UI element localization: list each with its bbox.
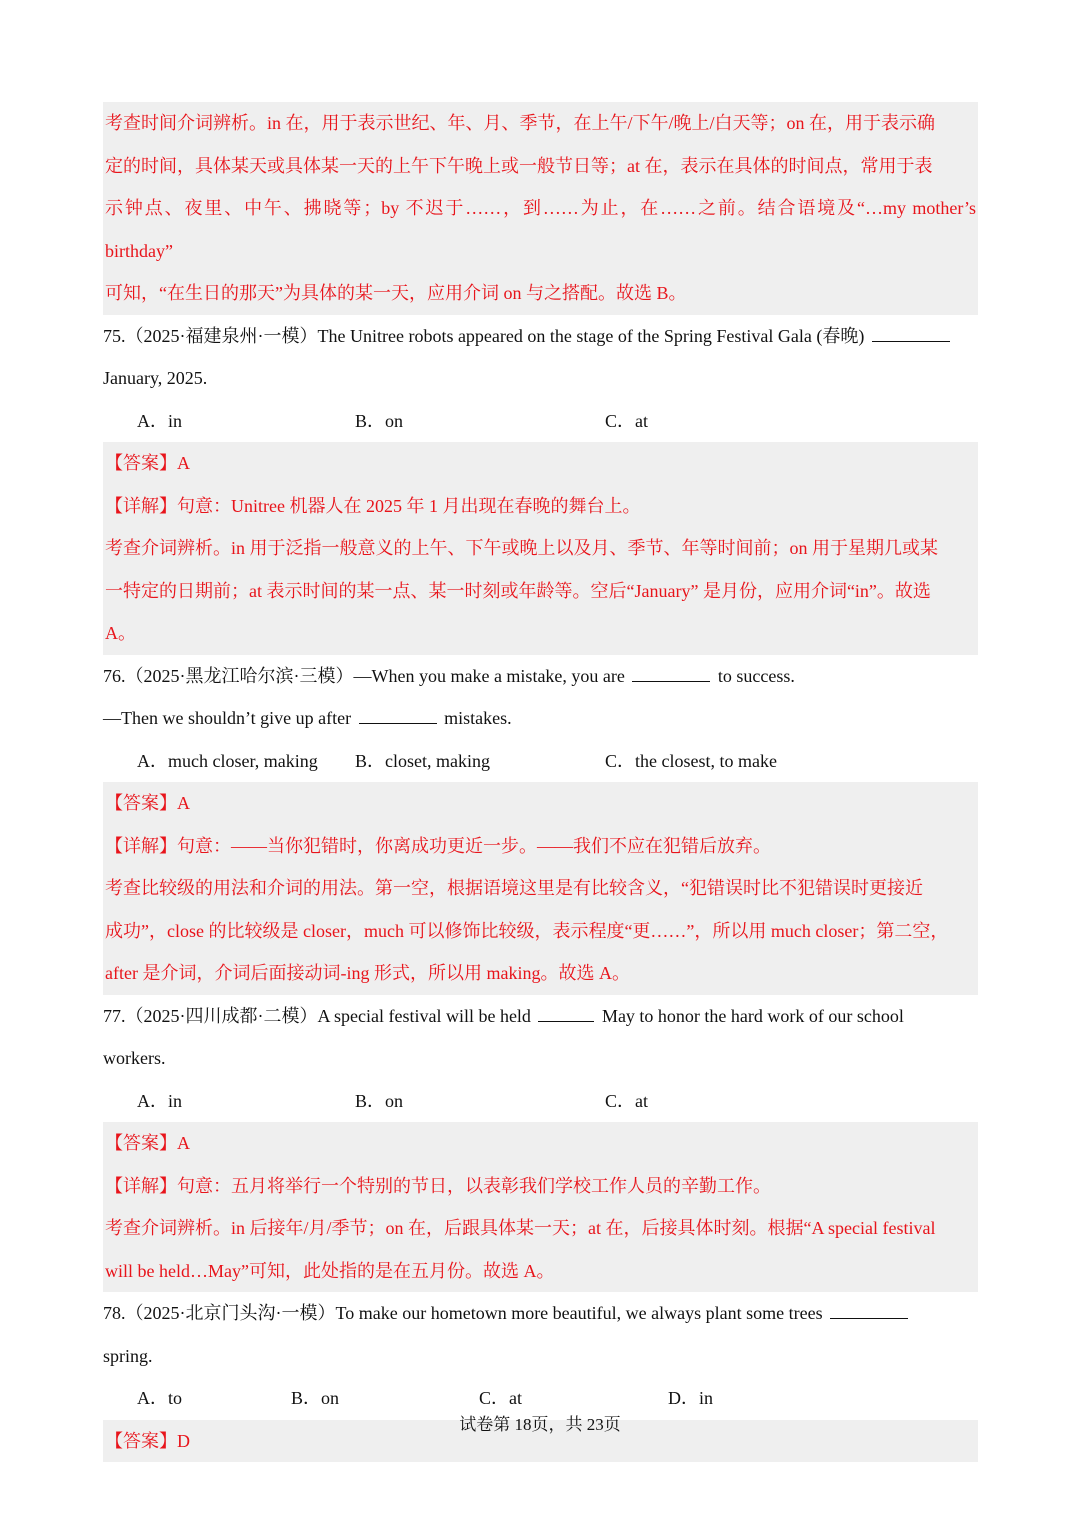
options-row	[103, 740, 978, 783]
analysis-line: 考查介词辨析。in 后接年/月/季节；on 在，后跟具体某一天；at 在，后接具体时刻。根据“A special festival	[105, 1218, 936, 1238]
option-d: D．in	[668, 1388, 713, 1408]
answer-block-76	[103, 782, 978, 995]
analysis-block-74	[103, 102, 978, 315]
option-b: B．closet, making	[355, 750, 490, 771]
stem-text: May to honor the hard work of our school	[597, 1005, 904, 1026]
stem-text: 76.（2025·黑龙江哈尔滨·三模）—When you make a mistake, you are	[103, 665, 630, 686]
answer-block-77	[103, 1122, 978, 1292]
detail-title: 【详解】句意：——当你犯错时，你离成功更近一步。——我们不应在犯错后放弃。	[105, 835, 771, 856]
analysis-line: after 是介词，介词后面接动词-ing 形式，所以用 making。故选 A。	[105, 963, 630, 983]
question-76	[103, 655, 978, 995]
analysis-line: A。	[105, 623, 136, 643]
answer-blank	[872, 323, 950, 342]
answer-label: 【答案】D	[105, 1430, 190, 1451]
option-b: B．on	[291, 1388, 340, 1408]
option-b: B．on	[355, 410, 404, 431]
answer-label: 【答案】A	[105, 1133, 190, 1153]
option-a: A．in	[137, 1090, 182, 1111]
question-stem-cont	[103, 697, 978, 740]
answer-blank	[632, 663, 710, 682]
analysis-line: 定的时间，具体某天或具体某一天的上午下午晚上或一般节日等；at 在，表示在具体的时间点，常用于表	[105, 155, 933, 176]
options-row	[103, 1080, 978, 1123]
stem-text: —Then we shouldn’t give up after	[103, 708, 356, 728]
option-a: A．in	[137, 410, 182, 431]
question-stem	[103, 655, 978, 698]
question-stem-cont: January, 2025.	[103, 368, 208, 388]
question-stem-cont: workers.	[103, 1048, 166, 1068]
question-stem	[103, 1292, 978, 1335]
options-row	[103, 400, 978, 443]
stem-text: 78.（2025·北京门头沟·一模）To make our hometown more beautiful, we always plant some trees	[103, 1303, 828, 1323]
detail-title: 【详解】句意：Unitree 机器人在 2025 年 1 月出现在春晚的舞台上。	[105, 495, 641, 516]
question-75	[103, 315, 978, 655]
analysis-line: 考查介词辨析。in 用于泛指一般意义的上午、下午或晚上以及月、季节、年等时间前；on 用于星期几或某	[105, 538, 938, 558]
detail-title: 【详解】句意：五月将举行一个特别的节日，以表彰我们学校工作人员的辛勤工作。	[105, 1175, 771, 1196]
analysis-line: 可知，“在生日的那天”为具体的某一天，应用介词 on 与之搭配。故选 B。	[105, 283, 687, 303]
answer-block-75	[103, 442, 978, 655]
analysis-line: will be held…May”可知，此处指的是在五月份。故选 A。	[105, 1260, 555, 1281]
analysis-line: 一特定的日期前；at 表示时间的某一点、某一时刻或年龄等。空后“January” 是月份，应用介词“in”。故选	[105, 580, 931, 601]
stem-text: 75.（2025·福建泉州·一模）The Unitree robots appeared on the stage of the Spring Festival Gala (春晚)	[103, 325, 869, 346]
answer-label: 【答案】A	[105, 453, 190, 473]
option-a: A．much closer, making	[137, 750, 318, 771]
analysis-line: 示钟点、夜里、中午、拂晓等；by 不迟于……，到……为止，在……之前。结合语境及“…my mother’s birthday”	[105, 198, 976, 261]
question-stem	[103, 995, 978, 1038]
question-stem	[103, 315, 978, 358]
option-c: C．at	[479, 1388, 522, 1408]
stem-text: 77.（2025·四川成都·二模）A special festival will be held	[103, 1005, 536, 1026]
option-c: C．at	[605, 410, 648, 431]
answer-blank	[538, 1003, 594, 1022]
question-77	[103, 995, 978, 1293]
analysis-line: 考查比较级的用法和介词的用法。第一空，根据语境这里是有比较含义，“犯错误时比不犯错误时更接近	[105, 878, 923, 898]
answer-blank	[359, 705, 437, 724]
page-footer: 试卷第 18页，共 23页	[459, 1415, 621, 1434]
stem-text: mistakes.	[439, 708, 512, 728]
option-a: A．to	[137, 1388, 182, 1408]
option-c: C．at	[605, 1090, 648, 1111]
exam-page	[103, 102, 978, 1462]
analysis-line: 成功”，close 的比较级是 closer，much 可以修饰比较级，表示程度“更……”，所以用 much closer；第二空，	[105, 920, 949, 941]
option-c: C．the closest, to make	[605, 750, 777, 771]
answer-label: 【答案】A	[105, 793, 190, 813]
question-stem-cont: spring.	[103, 1345, 153, 1366]
option-b: B．on	[355, 1090, 404, 1111]
analysis-line: 考查时间介词辨析。in 在，用于表示世纪、年、月、季节，在上午/下午/晚上/白天等；on 在，用于表示确	[105, 113, 935, 133]
answer-blank	[830, 1300, 908, 1319]
stem-text: to success.	[713, 665, 795, 686]
